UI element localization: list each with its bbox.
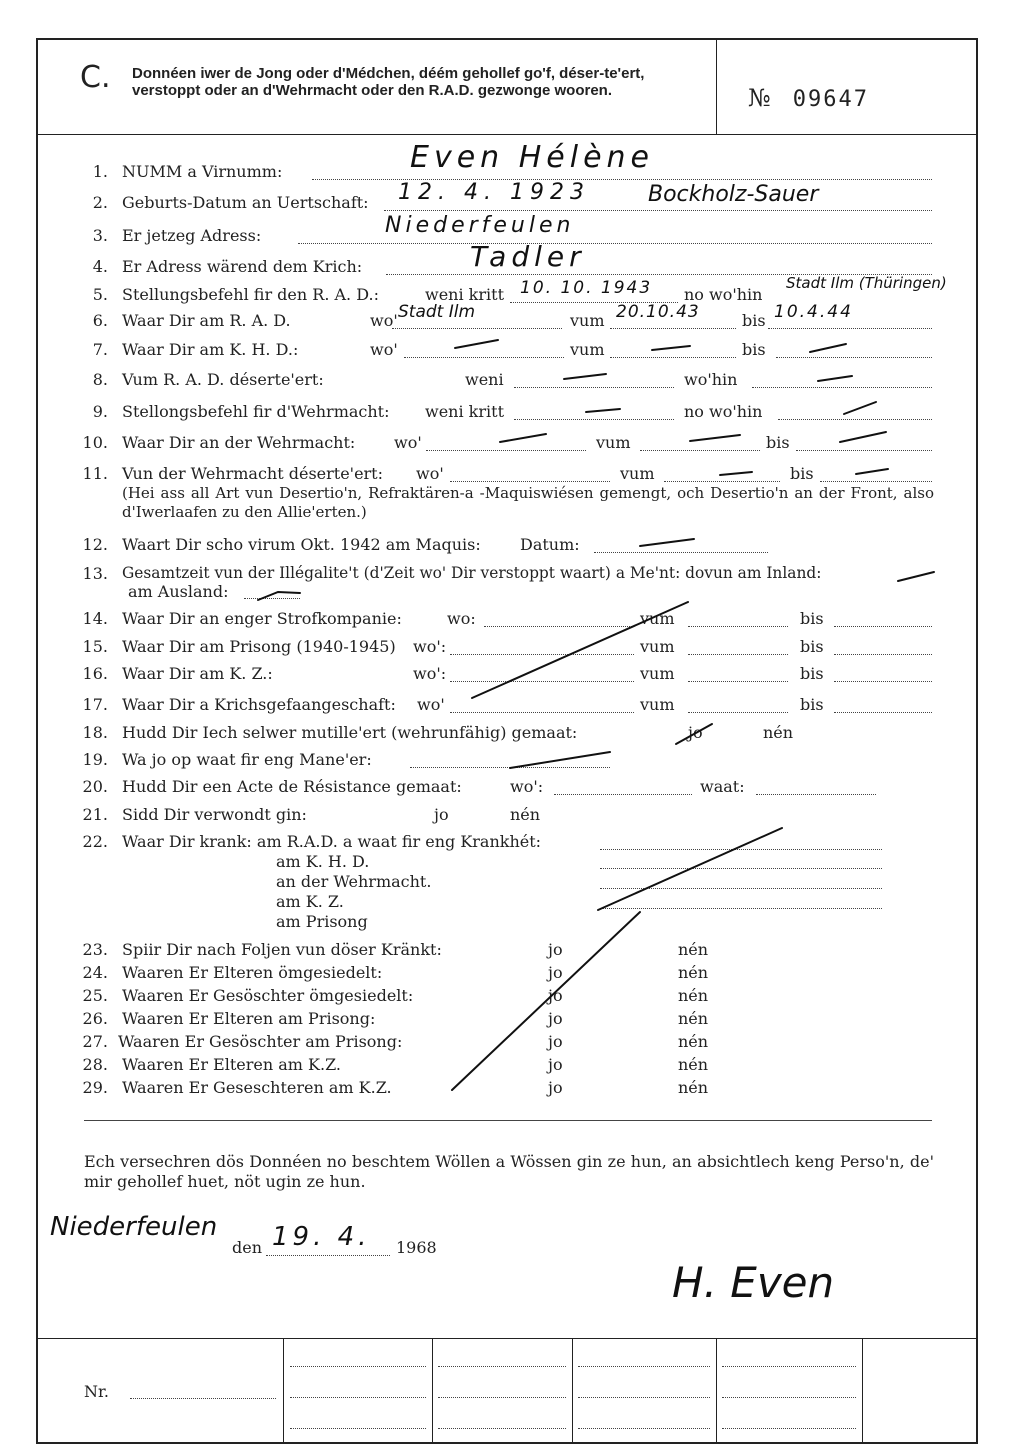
strike-mark — [840, 432, 886, 442]
row-number: 26. — [82, 1009, 108, 1028]
sub-label: wo: — [447, 609, 476, 628]
row-number: 6. — [92, 311, 108, 330]
sub-label: wo': — [413, 664, 447, 683]
row-number: 11. — [82, 464, 108, 483]
strike-mark — [640, 539, 694, 546]
diagonal-strike — [598, 828, 782, 910]
sub-label: vum — [640, 695, 675, 714]
section-title: Donnéen iwer de Jong oder d'Médchen, déém gehollef go'f, déser-te'ert, verstoppt oder an d'Wehrmacht oder den R.A.D. gezwonge wooren. — [132, 65, 645, 99]
sub-label: wo': — [510, 777, 544, 796]
section-letter: C. — [80, 60, 111, 95]
strike-mark — [856, 469, 888, 474]
field-label-rad: Waar Dir am R. A. D. — [122, 311, 291, 330]
field-label-wehrmacht-order: Stellongsbefehl fir d'Wehrmacht: — [122, 402, 390, 421]
strike-mark — [844, 402, 876, 414]
row-number: 3. — [92, 226, 108, 245]
sub-label: no wo'hin — [684, 285, 763, 304]
field-label-parents-resettled: Waaren Er Elteren ömgesiedelt: — [122, 963, 383, 982]
strike-mark — [690, 435, 740, 441]
strike-mark — [720, 472, 752, 475]
number-sign: № — [748, 84, 771, 112]
answer-war-address[interactable]: Tadler — [470, 240, 586, 273]
field-label-prison: Waar Dir am Prisong (1940-1945) — [122, 637, 396, 656]
row11-note: (Hei ass all Art vun Desertio'n, Refraktären-a -Maquiswiésen gemengt, och Desertio'n an der Front, also d'Iwerlaafen zu den Allie'erten.) — [122, 484, 934, 521]
strike-mark — [898, 572, 934, 581]
option-no[interactable]: nén — [678, 963, 709, 982]
sub-label: wo' — [370, 340, 398, 359]
row-number: 19. — [82, 750, 108, 769]
row-number: 10. — [82, 433, 108, 452]
answer-rad-from[interactable]: 20.10.43 — [616, 302, 700, 322]
option-yes[interactable]: jo — [548, 1078, 563, 1097]
field-label-sick: Waar Dir krank: am R.A.D. a waat fir eng Krankhét: — [122, 832, 542, 851]
strike-mark — [564, 374, 606, 379]
field-label-resistance: Hudd Dir een Acte de Résistance gemaat: — [122, 777, 462, 796]
row-number: 5. — [92, 285, 108, 304]
strike-mark — [818, 376, 852, 381]
row-number: 25. — [82, 986, 108, 1005]
den-label: den — [232, 1238, 263, 1257]
answer-name[interactable]: Even Hélène — [410, 140, 654, 175]
sub-label: bis — [790, 464, 814, 483]
row-number: 28. — [82, 1055, 108, 1074]
sub-label: wo' — [370, 311, 398, 330]
field-label-rad-desert: Vum R. A. D. déserte'ert: — [122, 370, 324, 389]
sub-label: bis — [742, 311, 766, 330]
row-number: 16. — [82, 664, 108, 683]
sub-label: vum — [570, 340, 605, 359]
field-label-kz: Waar Dir am K. Z.: — [122, 664, 273, 683]
field-label-abroad: am Ausland: — [128, 582, 229, 601]
option-yes[interactable]: jo — [548, 963, 563, 982]
strike-mark — [652, 346, 690, 350]
sub-label: Datum: — [520, 535, 580, 554]
field-label-address: Er jetzeg Adress: — [122, 226, 262, 245]
sub-label: no wo'hin — [684, 402, 763, 421]
option-yes[interactable]: jo — [434, 805, 449, 824]
sub-label: waat: — [700, 777, 745, 796]
option-yes[interactable]: jo — [548, 1032, 563, 1051]
diagonal-strike — [452, 912, 640, 1090]
option-no[interactable]: nén — [678, 1078, 709, 1097]
row-number: 17. — [82, 695, 108, 714]
sub-label: wo' — [417, 695, 445, 714]
sick-prison-label: am Prisong — [276, 912, 368, 931]
row-number: 13. — [82, 564, 108, 583]
field-label-self-mutilation: Hudd Dir Iech selwer mutille'ert (wehrunfähig) gemaat: — [122, 723, 578, 742]
row-number: 29. — [82, 1078, 108, 1097]
row-number: 22. — [82, 832, 108, 851]
sick-wehrmacht-label: an der Wehrmacht. — [276, 872, 432, 891]
sub-label: wo' — [394, 433, 422, 452]
sub-label: bis — [800, 695, 824, 714]
field-label-khd: Waar Dir am K. H. D.: — [122, 340, 299, 359]
field-label-penal-company: Waar Dir an enger Strofkompanie: — [122, 609, 402, 628]
strike-mark — [510, 752, 610, 768]
field-label-wehrmacht: Waar Dir an der Wehrmacht: — [122, 433, 356, 452]
sub-label: weni kritt — [425, 285, 504, 304]
sub-label: bis — [800, 609, 824, 628]
option-yes[interactable]: jo — [548, 1009, 563, 1028]
option-no[interactable]: nén — [678, 940, 709, 959]
footer-nr-label: Nr. — [84, 1382, 109, 1401]
option-no[interactable]: nén — [678, 986, 709, 1005]
strike-mark — [676, 724, 712, 744]
signature-place[interactable]: Niederfeulen — [50, 1212, 218, 1242]
sub-label: vum — [640, 637, 675, 656]
field-label-maquis: Waart Dir scho virum Okt. 1942 am Maquis: — [122, 535, 481, 554]
option-no[interactable]: nén — [763, 723, 794, 742]
declaration-text: Ech versechren dös Donnéen no beschtem Wöllen a Wössen gin ze hun, an absichtlech keng Perso'n, de' mir gehollef huet, nöt ugin ze hun. — [84, 1152, 934, 1191]
field-label-siblings-resettled: Waaren Er Gesöschter ömgesiedelt: — [122, 986, 414, 1005]
row-number: 18. — [82, 723, 108, 742]
answer-rad-place[interactable]: Stadt Ilm — [398, 302, 476, 322]
field-label-pow: Waar Dir a Krichsgefaangeschaft: — [122, 695, 396, 714]
sub-label: vum — [640, 664, 675, 683]
sub-label: bis — [766, 433, 790, 452]
sub-label: bis — [742, 340, 766, 359]
option-yes[interactable]: jo — [548, 986, 563, 1005]
answer-rad-to[interactable]: 10.4.44 — [774, 302, 853, 322]
sub-label: vum — [620, 464, 655, 483]
field-label-birth: Geburts-Datum an Uertschaft: — [122, 193, 369, 212]
row-number: 7. — [92, 340, 108, 359]
field-label-parents-kz: Waaren Er Elteren am K.Z. — [122, 1055, 342, 1074]
field-label-name: NUMM a Virnumm: — [122, 162, 283, 181]
sick-kz-label: am K. Z. — [276, 892, 344, 911]
field-label-after-effects: Spiir Dir nach Foljen vun döser Kränkt: — [122, 940, 442, 959]
strike-mark — [455, 340, 498, 348]
row-number: 12. — [82, 535, 108, 554]
row-number: 20. — [82, 777, 108, 796]
number-value: 09647 — [792, 87, 869, 112]
answer-birth-place[interactable]: Bockholz-Sauer — [648, 182, 819, 207]
diagonal-strike — [472, 602, 688, 698]
signature-date[interactable]: 19. 4. — [272, 1222, 371, 1252]
row-number: 24. — [82, 963, 108, 982]
row-number: 23. — [82, 940, 108, 959]
row-number: 8. — [92, 370, 108, 389]
field-label-parents-prison: Waaren Er Elteren am Prisong: — [122, 1009, 376, 1028]
sub-label: wo' — [416, 464, 444, 483]
row-number: 4. — [92, 257, 108, 276]
strike-mark — [258, 592, 300, 600]
row-number: 9. — [92, 402, 108, 421]
option-no[interactable]: nén — [678, 1009, 709, 1028]
strike-mark — [810, 344, 846, 352]
option-no[interactable]: nén — [678, 1055, 709, 1074]
sub-label: wo'hin — [684, 370, 738, 389]
row-number: 27. — [82, 1032, 108, 1051]
field-label-wehrmacht-desert: Vun der Wehrmacht déserte'ert: — [122, 464, 383, 483]
row-number: 14. — [82, 609, 108, 628]
sub-label: vum — [570, 311, 605, 330]
field-label-wounded: Sidd Dir verwondt gin: — [122, 805, 307, 824]
field-label-illegality: Gesamtzeit vun der Illégalite't (d'Zeit wo' Dir verstoppt waart) a Me'nt: dovun am Inland: — [122, 564, 822, 582]
field-label-manner: Wa jo op waat fir eng Mane'er: — [122, 750, 372, 769]
field-label-war-address: Er Adress wärend dem Krich: — [122, 257, 363, 276]
sub-label: vum — [596, 433, 631, 452]
signature-name[interactable]: H. Even — [672, 1258, 835, 1307]
option-yes[interactable]: jo — [548, 940, 563, 959]
row-number: 1. — [92, 162, 108, 181]
answer-birth-date[interactable]: 12. 4. 1923 — [398, 180, 590, 205]
option-yes[interactable]: jo — [688, 723, 703, 742]
answer-address[interactable]: Niederfeulen — [385, 213, 575, 238]
answer-rad-order-place[interactable]: Stadt Ilm (Thüringen) — [786, 274, 947, 292]
sub-label: weni — [465, 370, 504, 389]
row-number: 15. — [82, 637, 108, 656]
field-label-siblings-prison: Waaren Er Gesöschter am Prisong: — [118, 1032, 403, 1051]
field-label-siblings-kz: Waaren Er Geseschteren am K.Z. — [122, 1078, 392, 1097]
answer-rad-order-date[interactable]: 10. 10. 1943 — [520, 278, 653, 298]
sub-label: bis — [800, 664, 824, 683]
sick-khd-label: am K. H. D. — [276, 852, 370, 871]
option-no[interactable]: nén — [510, 805, 541, 824]
field-label-rad-order: Stellungsbefehl fir den R. A. D.: — [122, 285, 379, 304]
option-no[interactable]: nén — [678, 1032, 709, 1051]
strike-mark — [500, 434, 546, 442]
row-number: 2. — [92, 193, 108, 212]
sub-label: vum — [640, 609, 675, 628]
sub-label: weni kritt — [425, 402, 504, 421]
strike-mark — [586, 409, 620, 412]
row-number: 21. — [82, 805, 108, 824]
sub-label: bis — [800, 637, 824, 656]
option-yes[interactable]: jo — [548, 1055, 563, 1074]
sub-label: wo': — [413, 637, 447, 656]
signature-year: 1968 — [396, 1238, 437, 1257]
